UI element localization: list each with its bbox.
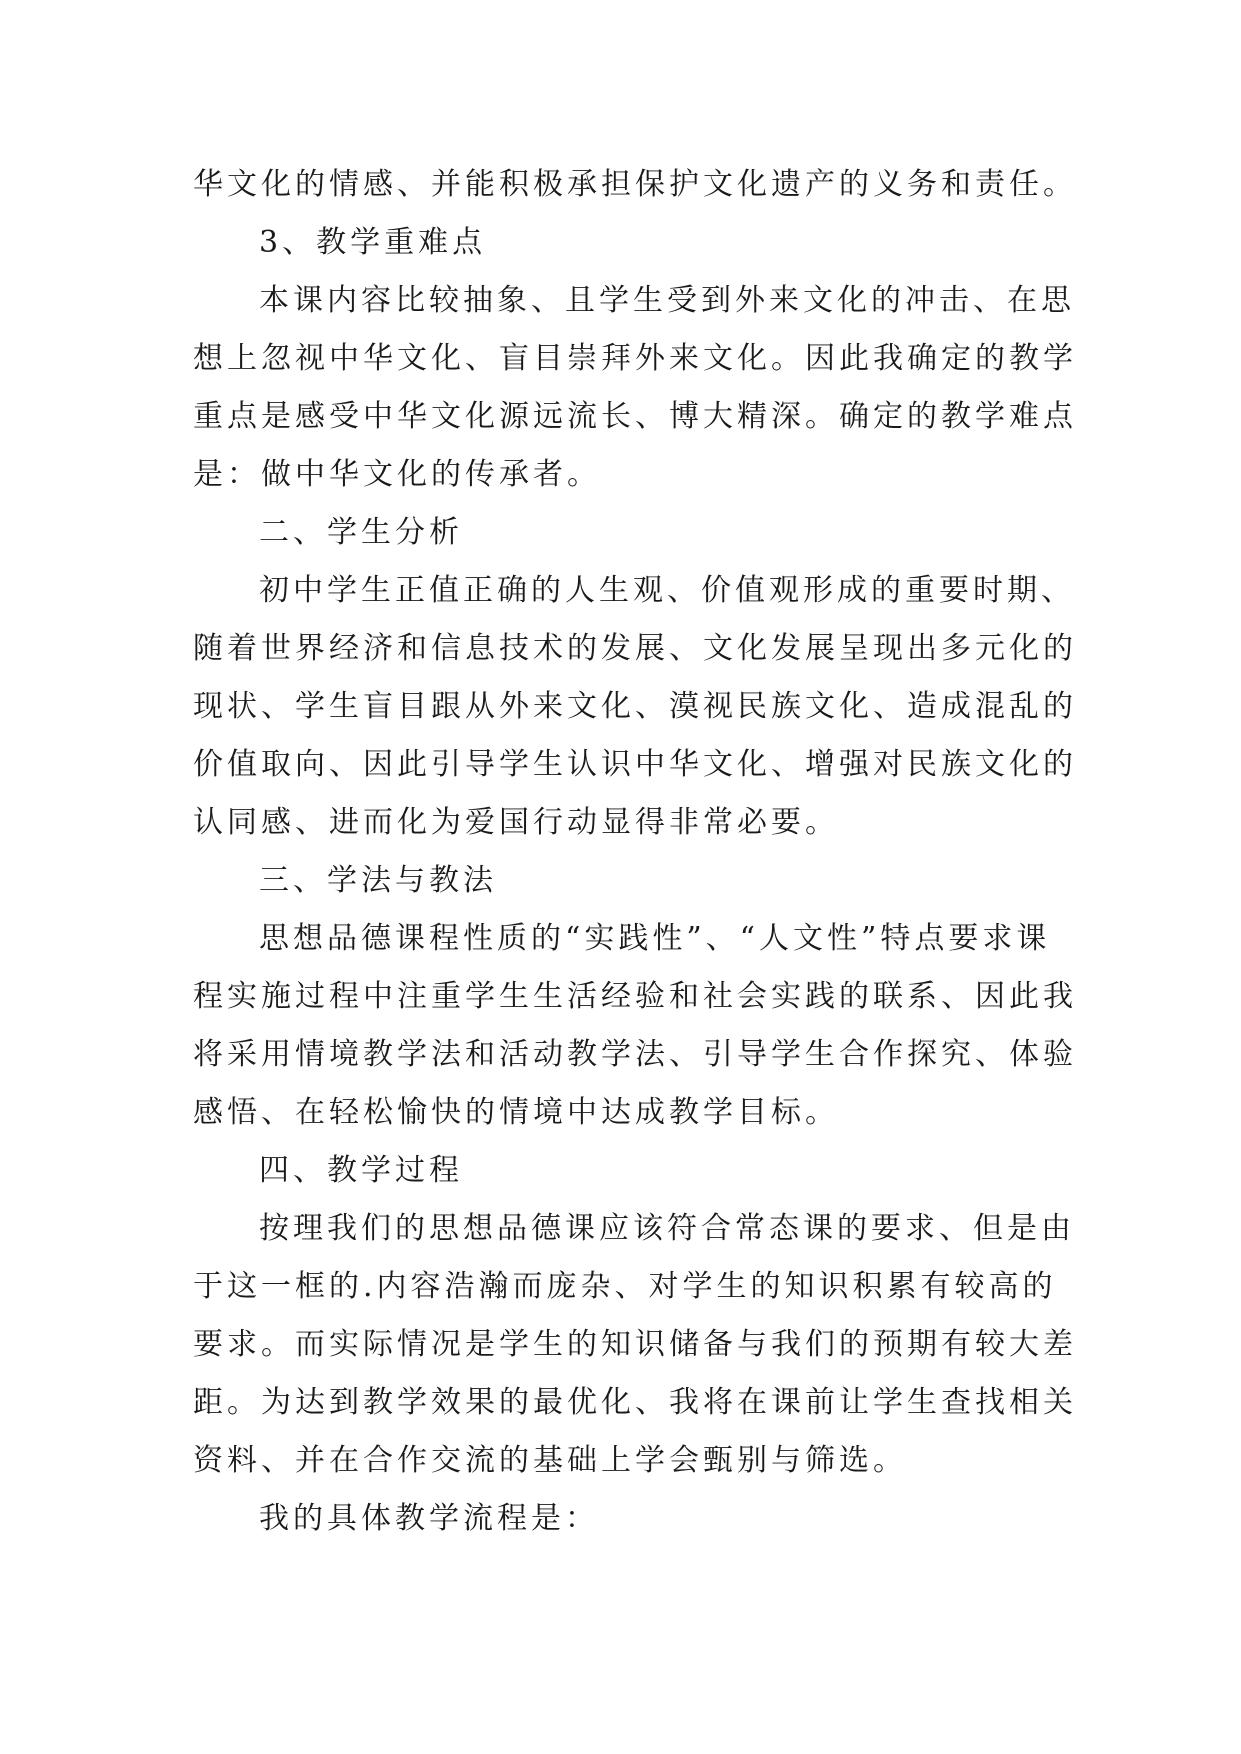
text-line: 价值取向、因此引导学生认识中华文化、增强对民族文化的 xyxy=(193,747,1077,782)
text-line: 想上忽视中华文化、盲目崇拜外来文化。因此我确定的教学 xyxy=(193,341,1077,376)
text-line: 重点是感受中华文化源远流长、博大精深。确定的教学难点 xyxy=(193,399,1077,434)
section-heading: 四、教学过程 xyxy=(259,1153,463,1188)
document-body xyxy=(193,156,1077,1548)
text-line: 距。为达到教学效果的最优化、我将在课前让学生查找相关 xyxy=(193,1385,1077,1420)
text-line: 将采用情境教学法和活动教学法、引导学生合作探究、体验 xyxy=(193,1037,1077,1072)
text-line: 于这一框的.内容浩瀚而庞杂、对学生的知识积累有较高的 xyxy=(193,1269,1057,1304)
text-line: 初中学生正值正确的人生观、价值观形成的重要时期、 xyxy=(259,573,1075,608)
text-line: 资料、并在合作交流的基础上学会甄别与筛选。 xyxy=(193,1443,907,1478)
section-heading: 三、学法与教法 xyxy=(259,863,497,898)
text-line: 认同感、进而化为爱国行动显得非常必要。 xyxy=(193,805,839,840)
text-line: 本课内容比较抽象、且学生受到外来文化的冲击、在思 xyxy=(259,283,1075,318)
text-line: 程实施过程中注重学生生活经验和社会实践的联系、因此我 xyxy=(193,979,1077,1014)
text-line: 现状、学生盲目跟从外来文化、漠视民族文化、造成混乱的 xyxy=(193,689,1077,724)
text-line: 感悟、在轻松愉快的情境中达成教学目标。 xyxy=(193,1095,839,1130)
section-heading: 3、教学重难点 xyxy=(259,225,487,260)
text-line: 我的具体教学流程是： xyxy=(259,1501,599,1536)
text-line: 华文化的情感、并能积极承担保护文化遗产的义务和责任。 xyxy=(193,167,1077,202)
text-line: 按理我们的思想品德课应该符合常态课的要求、但是由 xyxy=(259,1211,1075,1246)
text-line: 是：做中华文化的传承者。 xyxy=(193,457,601,492)
text-line: 随着世界经济和信息技术的发展、文化发展呈现出多元化的 xyxy=(193,631,1077,666)
text-line: 思想品德课程性质的“实践性”、“人文性”特点要求课 xyxy=(259,921,1051,956)
text-line: 要求。而实际情况是学生的知识储备与我们的预期有较大差 xyxy=(193,1327,1077,1362)
section-heading: 二、学生分析 xyxy=(259,515,463,550)
